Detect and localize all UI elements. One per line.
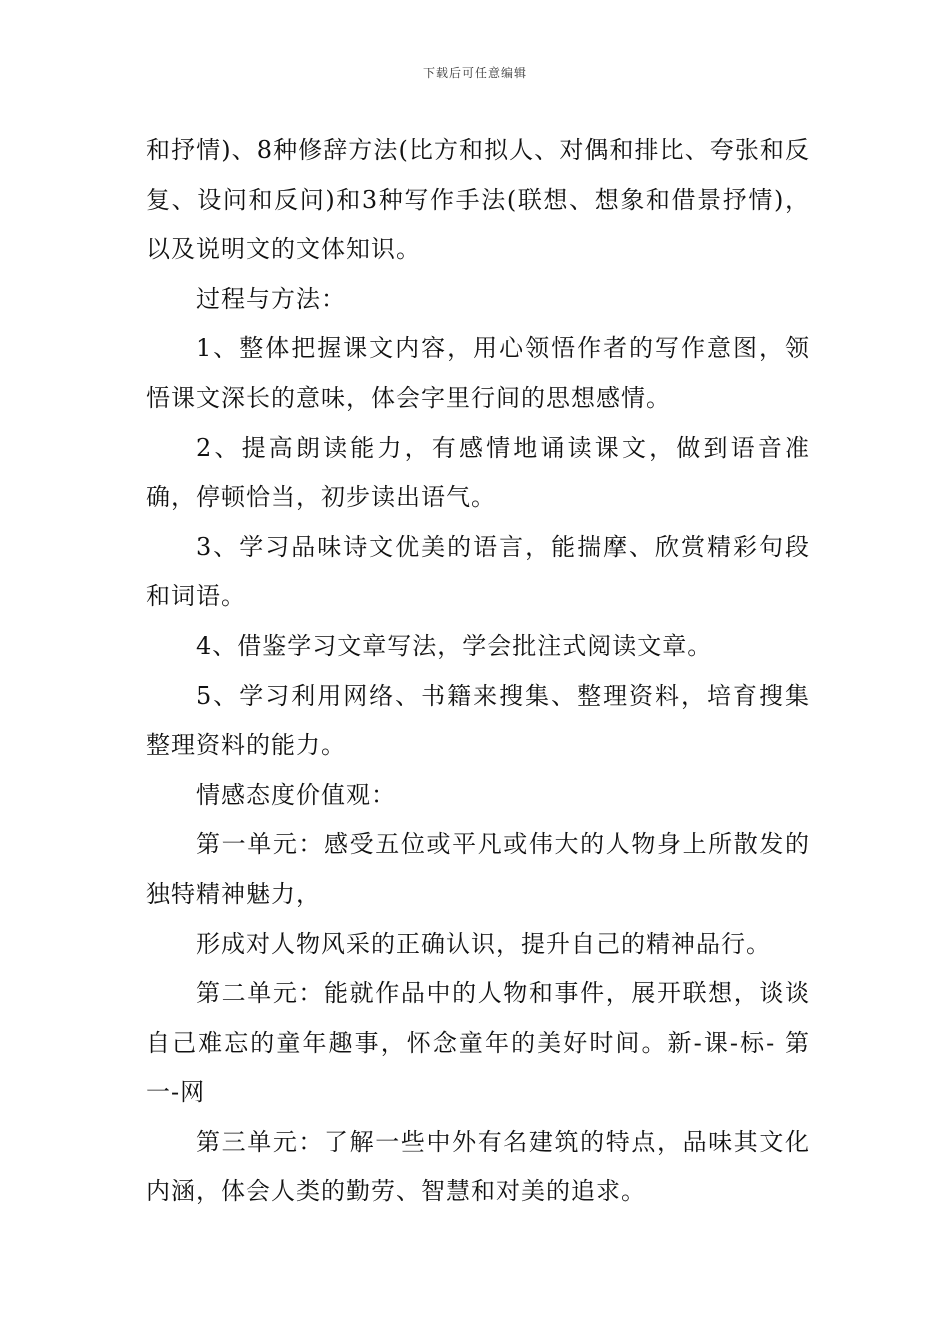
list-item-1: 1、整体把握课文内容，用心领悟作者的写作意图，领悟课文深长的意味，体会字里行间的思想感情。 <box>146 334 810 412</box>
unit-3-paragraph: 第三单元：了解一些中外有名建筑的特点，品味其文化内涵，体会人类的勤劳、智慧和对美的追求。 <box>146 1127 810 1206</box>
list-item-5: 5、学习利用网络、书籍来搜集、整理资料，培育搜集整理资料的能力。 <box>146 681 810 760</box>
document-body <box>146 126 810 1217</box>
list-item-3: 3、学习品味诗文优美的语言，能揣摩、欣赏精彩句段和词语。 <box>146 532 810 611</box>
unit-1-paragraph: 第一单元：感受五位或平凡或伟大的人物身上所散发的独特精神魅力， <box>146 830 810 908</box>
unit-2-paragraph: 第二单元：能就作品中的人物和事件，展开联想，谈谈自己难忘的童年趣事，怀念童年的美好时间。新-课-标- 第 一-网 <box>146 979 810 1107</box>
list-item-2: 2、提高朗读能力，有感情地诵读课文，做到语音准确，停顿恰当，初步读出语气。 <box>146 433 810 512</box>
heading-process-and-methods: 过程与方法： <box>196 284 346 313</box>
page-header: 下载后可任意编辑 <box>422 66 527 80</box>
list-item-4: 4、借鉴学习文章写法，学会批注式阅读文章。 <box>196 631 713 660</box>
unit-1-continuation: 形成对人物风采的正确认识，提升自己的精神品行。 <box>196 929 771 958</box>
paragraph-figures-of-speech: 和抒情)、8种修辞方法(比方和拟人、对偶和排比、夸张和反复、设问和反问)和3种写作手法(联想、想象和借景抒情)，以及说明文的文体知识。 <box>146 136 810 264</box>
heading-emotional-attitudes: 情感态度价值观： <box>196 780 396 809</box>
